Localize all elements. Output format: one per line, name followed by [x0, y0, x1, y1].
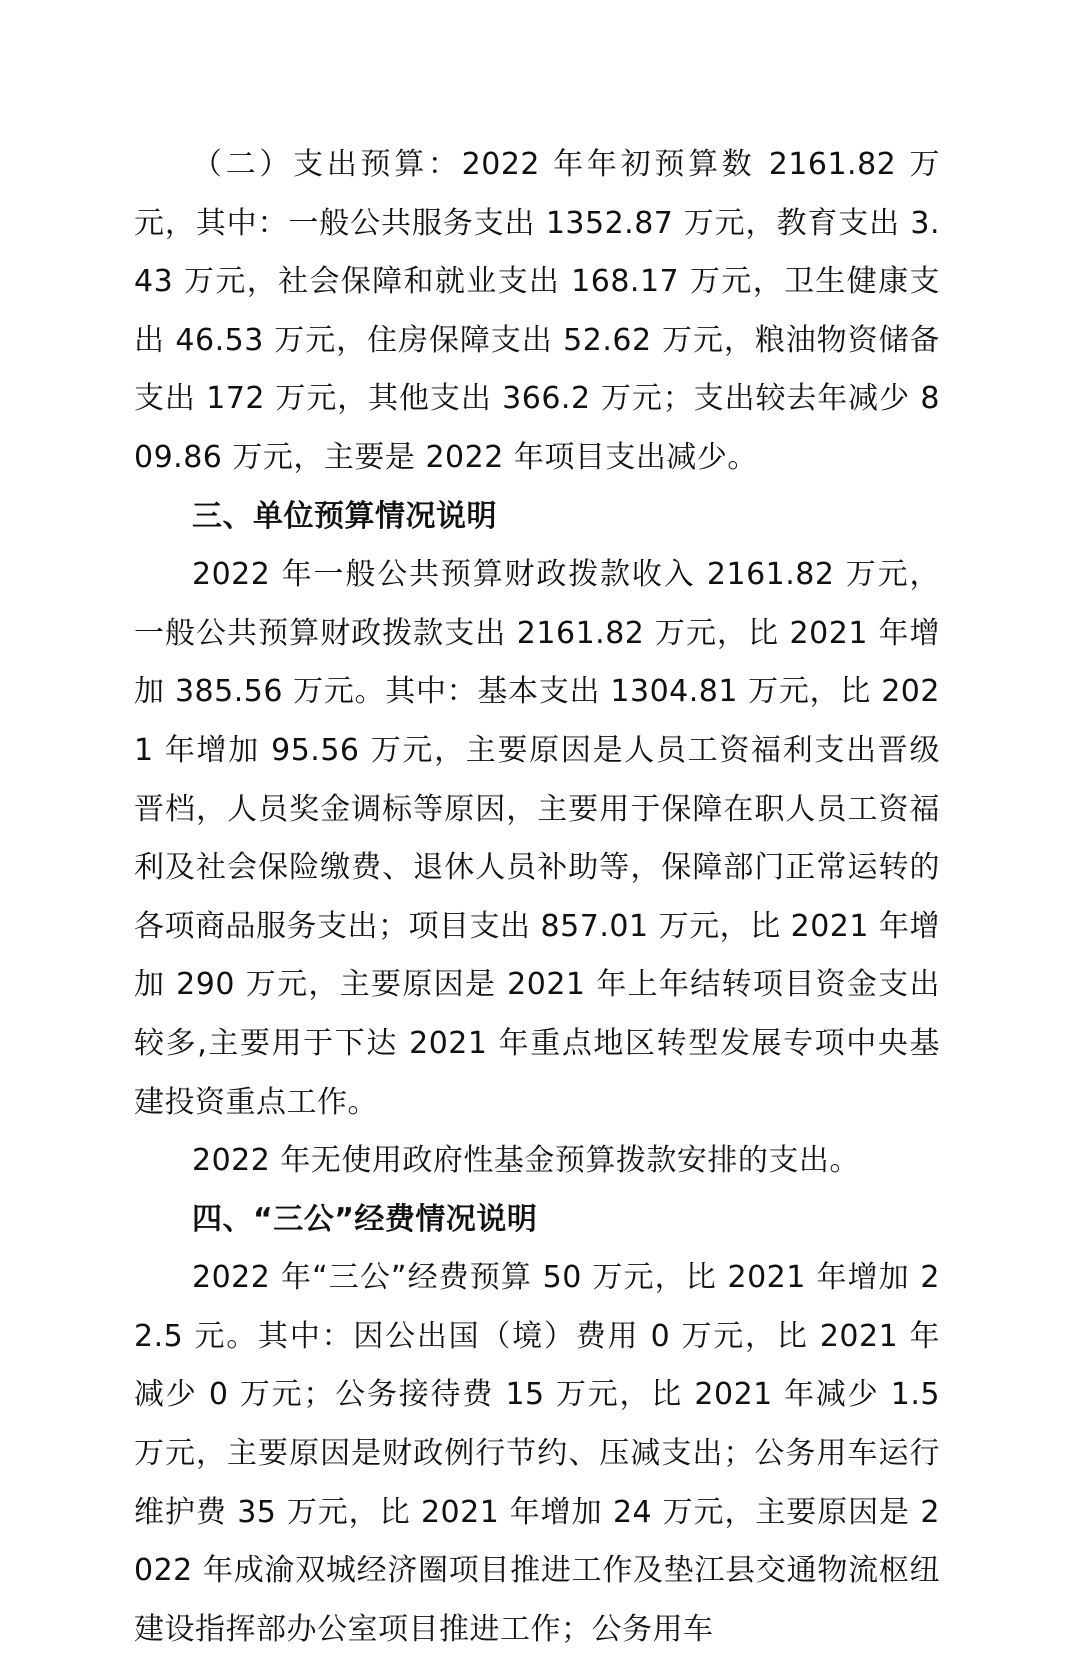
document-page	[134, 136, 940, 1659]
three-public-paragraph: 2022 年“三公”经费预算 50 万元，比 2021 年增加 22.5 元。其中：因公出国（境）费用 0 万元，比 2021 年减少 0 万元；公务接待费 15 万元，比 2021 年减少 1.5 万元，主要原因是财政例行节约、压减支出；公务用车运行维护费 35 万元，比 2021 年增加 24 万元，主要原因是 2022 年成渝双城经济圈项目推进工作及垫江县交通物流枢纽建设指挥部办公室项目推进工作；公务用车	[134, 1260, 940, 1647]
unit-budget-paragraph: 2022 年一般公共预算财政拨款收入 2161.82 万元，一般公共预算财政拨款支出 2161.82 万元，比 2021 年增加 385.56 万元。其中：基本支出 1304.81 万元，比 2021 年增加 95.56 万元，主要原因是人员工资福利支出晋级晋档，人员奖金调标等原因，主要用于保障在职人员工资福利及社会保险缴费、退休人员补助等，保障部门正常运转的各项商品服务支出；项目支出 857.01 万元，比 2021 年增加 290 万元，主要原因是 2021 年上年结转项目资金支出较多,主要用于下达 2021 年重点地区转型发展专项中央基建投资重点工作。	[134, 557, 940, 1120]
section-heading-three-public: 四、“三公”经费情况说明	[192, 1201, 538, 1237]
government-fund-paragraph: 2022 年无使用政府性基金预算拨款安排的支出。	[192, 1143, 860, 1179]
section-heading-unit-budget: 三、单位预算情况说明	[192, 498, 497, 534]
expenditure-budget-paragraph: （二）支出预算：2022 年年初预算数 2161.82 万元，其中：一般公共服务支出 1352.87 万元，教育支出 3.43 万元，社会保障和就业支出 168.17 万元，卫生健康支出 46.53 万元，住房保障支出 52.62 万元，粮油物资储备支出 172 万元，其他支出 366.2 万元；支出较去年减少 809.86 万元，主要是 2022 年项目支出减少。	[134, 147, 940, 475]
